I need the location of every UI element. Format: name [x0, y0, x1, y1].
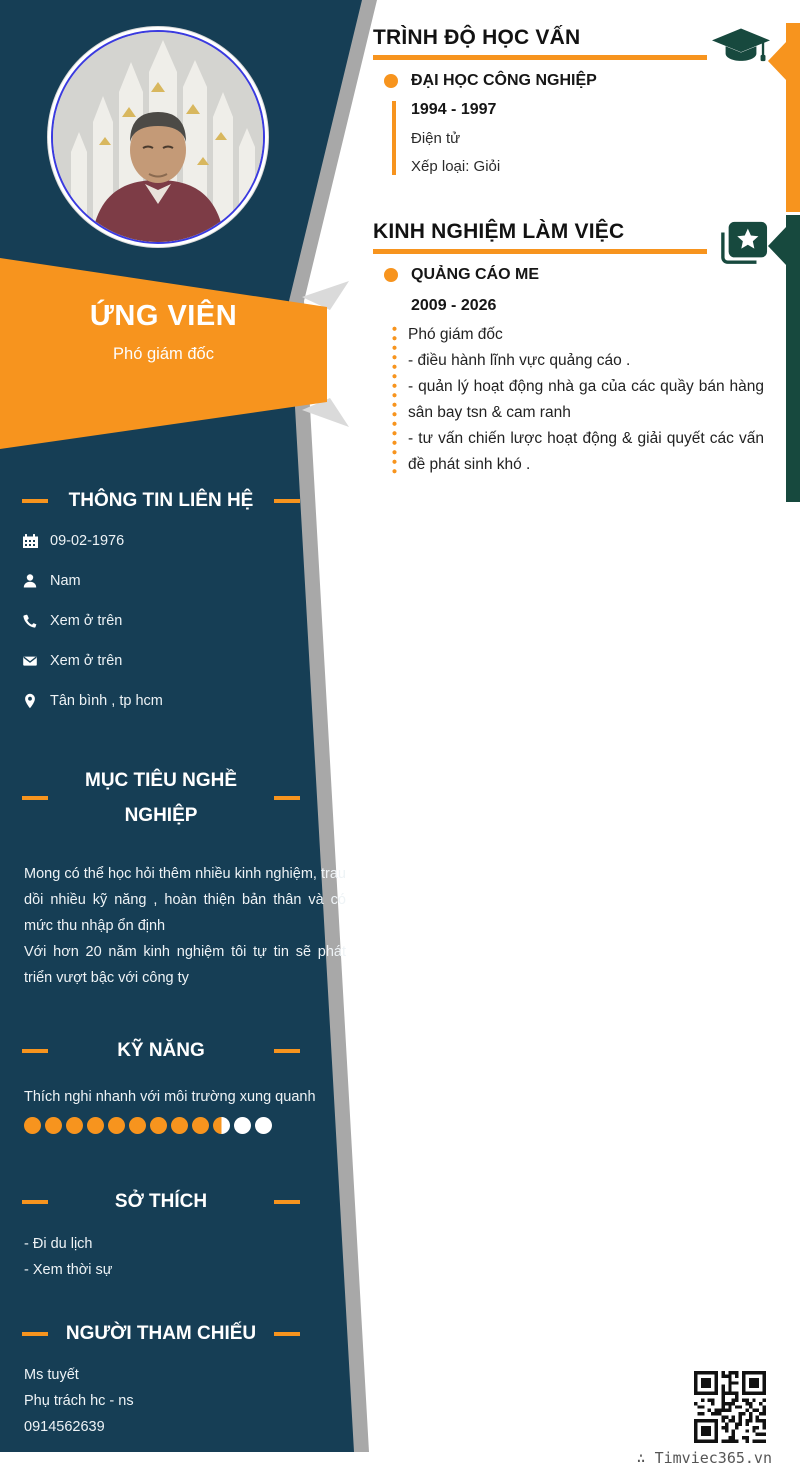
dash-left: [22, 499, 48, 503]
skill-dot: [129, 1117, 146, 1134]
dash-right: [274, 1332, 300, 1336]
hobby-item: - Xem thời sự: [24, 1262, 113, 1278]
contact-item-address: [22, 690, 163, 712]
education-school: ĐẠI HỌC CÔNG NGHIỆP: [411, 72, 597, 89]
experience-underline: [373, 249, 707, 254]
dash-right: [274, 499, 300, 503]
education-side-arrow: [768, 41, 787, 81]
dash-right: [274, 796, 300, 800]
phone-icon: [22, 613, 38, 629]
experience-period: 2009 - 2026: [411, 297, 497, 314]
skill-dot: [108, 1117, 125, 1134]
section-skills: [0, 1033, 322, 1068]
candidate-name: ỨNG VIÊN: [89, 300, 238, 332]
skill-dot: [192, 1117, 209, 1134]
dash-left: [22, 1332, 48, 1336]
contact-item-gender: [22, 570, 81, 592]
gender-icon: [22, 573, 38, 589]
brand-watermark: ∴ Timviec365.vn: [636, 1449, 772, 1467]
objective-paragraph: Với hơn 20 năm kinh nghiệm tôi tự tin sẽ phát triển vượt bậc với công ty: [24, 944, 346, 986]
qr-code: [694, 1371, 766, 1443]
contact-item-birthday: [22, 530, 124, 552]
experience-side-arrow: [768, 226, 787, 266]
reference-line: Ms tuyết: [24, 1367, 79, 1383]
objective-heading: MỤC TIÊU NGHỀ NGHIỆP: [85, 770, 237, 826]
education-heading: TRÌNH ĐỘ HỌC VẤN: [373, 26, 581, 49]
education-entry-body: [392, 101, 500, 175]
references-heading: NGƯỜI THAM CHIẾU: [65, 1323, 257, 1344]
education-bullet: [384, 74, 398, 88]
education-detail: Xếp loại: Giỏi: [411, 158, 501, 175]
skill-dot: [24, 1117, 41, 1134]
skill-dot: [87, 1117, 104, 1134]
skill-dot: [234, 1117, 251, 1134]
skill-dot: [213, 1117, 230, 1134]
graduation-cap-icon: [712, 28, 770, 78]
dash-left: [22, 1200, 48, 1204]
experience-detail: - điều hành lĩnh vực quảng cáo .: [408, 352, 631, 369]
experience-company: QUẢNG CÁO ME: [411, 266, 539, 283]
contact-value: Xem ở trên: [50, 653, 123, 669]
section-objective: [0, 763, 322, 833]
skill-name: Thích nghi nhanh với môi trường xung quanh: [24, 1089, 316, 1105]
candidate-title: Phó giám đốc: [113, 345, 214, 363]
experience-heading: KINH NGHIỆM LÀM VIỆC: [373, 220, 625, 243]
section-references: [0, 1316, 322, 1351]
references-list: [0, 1362, 370, 1440]
experience-detail: Phó giám đốc: [408, 326, 503, 343]
skill-dots: [24, 1117, 346, 1134]
experience-detail: - tư vấn chiến lược hoạt động & giải quyết các vấn đề phát sinh khó .: [408, 430, 764, 473]
contact-item-phone: [22, 610, 122, 632]
hobbies-list: [0, 1231, 370, 1283]
skill-dot: [150, 1117, 167, 1134]
experience-bullet: [384, 268, 398, 282]
profile-photo-frame: [48, 27, 268, 247]
skill-dot: [255, 1117, 272, 1134]
dash-left: [22, 1049, 48, 1053]
skill-dot: [171, 1117, 188, 1134]
contact-heading: THÔNG TIN LIÊN HỆ: [68, 490, 254, 511]
education-side-bar: [786, 23, 800, 212]
hobby-item: - Đi du lịch: [24, 1236, 93, 1252]
objective-text: [0, 861, 370, 991]
objective-paragraph: Mong có thể học hỏi thêm nhiều kinh nghiệm, trau dồi nhiều kỹ năng , hoàn thiện bản thân và có mức thu nhập ổn định: [24, 866, 346, 934]
contact-value: 09-02-1976: [50, 533, 125, 549]
education-detail: Điện tử: [411, 130, 461, 147]
experience-detail: - quản lý hoạt động nhà ga của các quầy bán hàng sân bay tsn & cam ranh: [408, 378, 764, 421]
portfolio-icon: [719, 219, 769, 267]
dash-right: [274, 1200, 300, 1204]
location-icon: [22, 693, 38, 709]
contact-item-email: [22, 650, 122, 672]
experience-details: [392, 322, 764, 478]
contact-value: Tân bình , tp hcm: [50, 693, 163, 709]
hobbies-heading: SỞ THÍCH: [114, 1191, 208, 1212]
skills-heading: KỸ NĂNG: [117, 1040, 205, 1061]
skill-item: [0, 1084, 370, 1134]
section-hobbies: [0, 1184, 322, 1219]
profile-photo: [51, 30, 265, 244]
calendar-icon: [22, 533, 38, 549]
section-contact: [0, 483, 322, 518]
reference-line: 0914562639: [24, 1419, 105, 1435]
banner: [0, 300, 327, 364]
contact-value: Nam: [50, 573, 81, 589]
dash-right: [274, 1049, 300, 1053]
experience-side-bar: [786, 215, 800, 502]
skill-dot: [45, 1117, 62, 1134]
contact-value: Xem ở trên: [50, 613, 123, 629]
skill-dot: [66, 1117, 83, 1134]
reference-line: Phụ trách hc - ns: [24, 1393, 134, 1409]
email-icon: [22, 653, 38, 669]
education-period: 1994 - 1997: [411, 101, 497, 118]
dash-left: [22, 796, 48, 800]
education-underline: [373, 55, 707, 60]
